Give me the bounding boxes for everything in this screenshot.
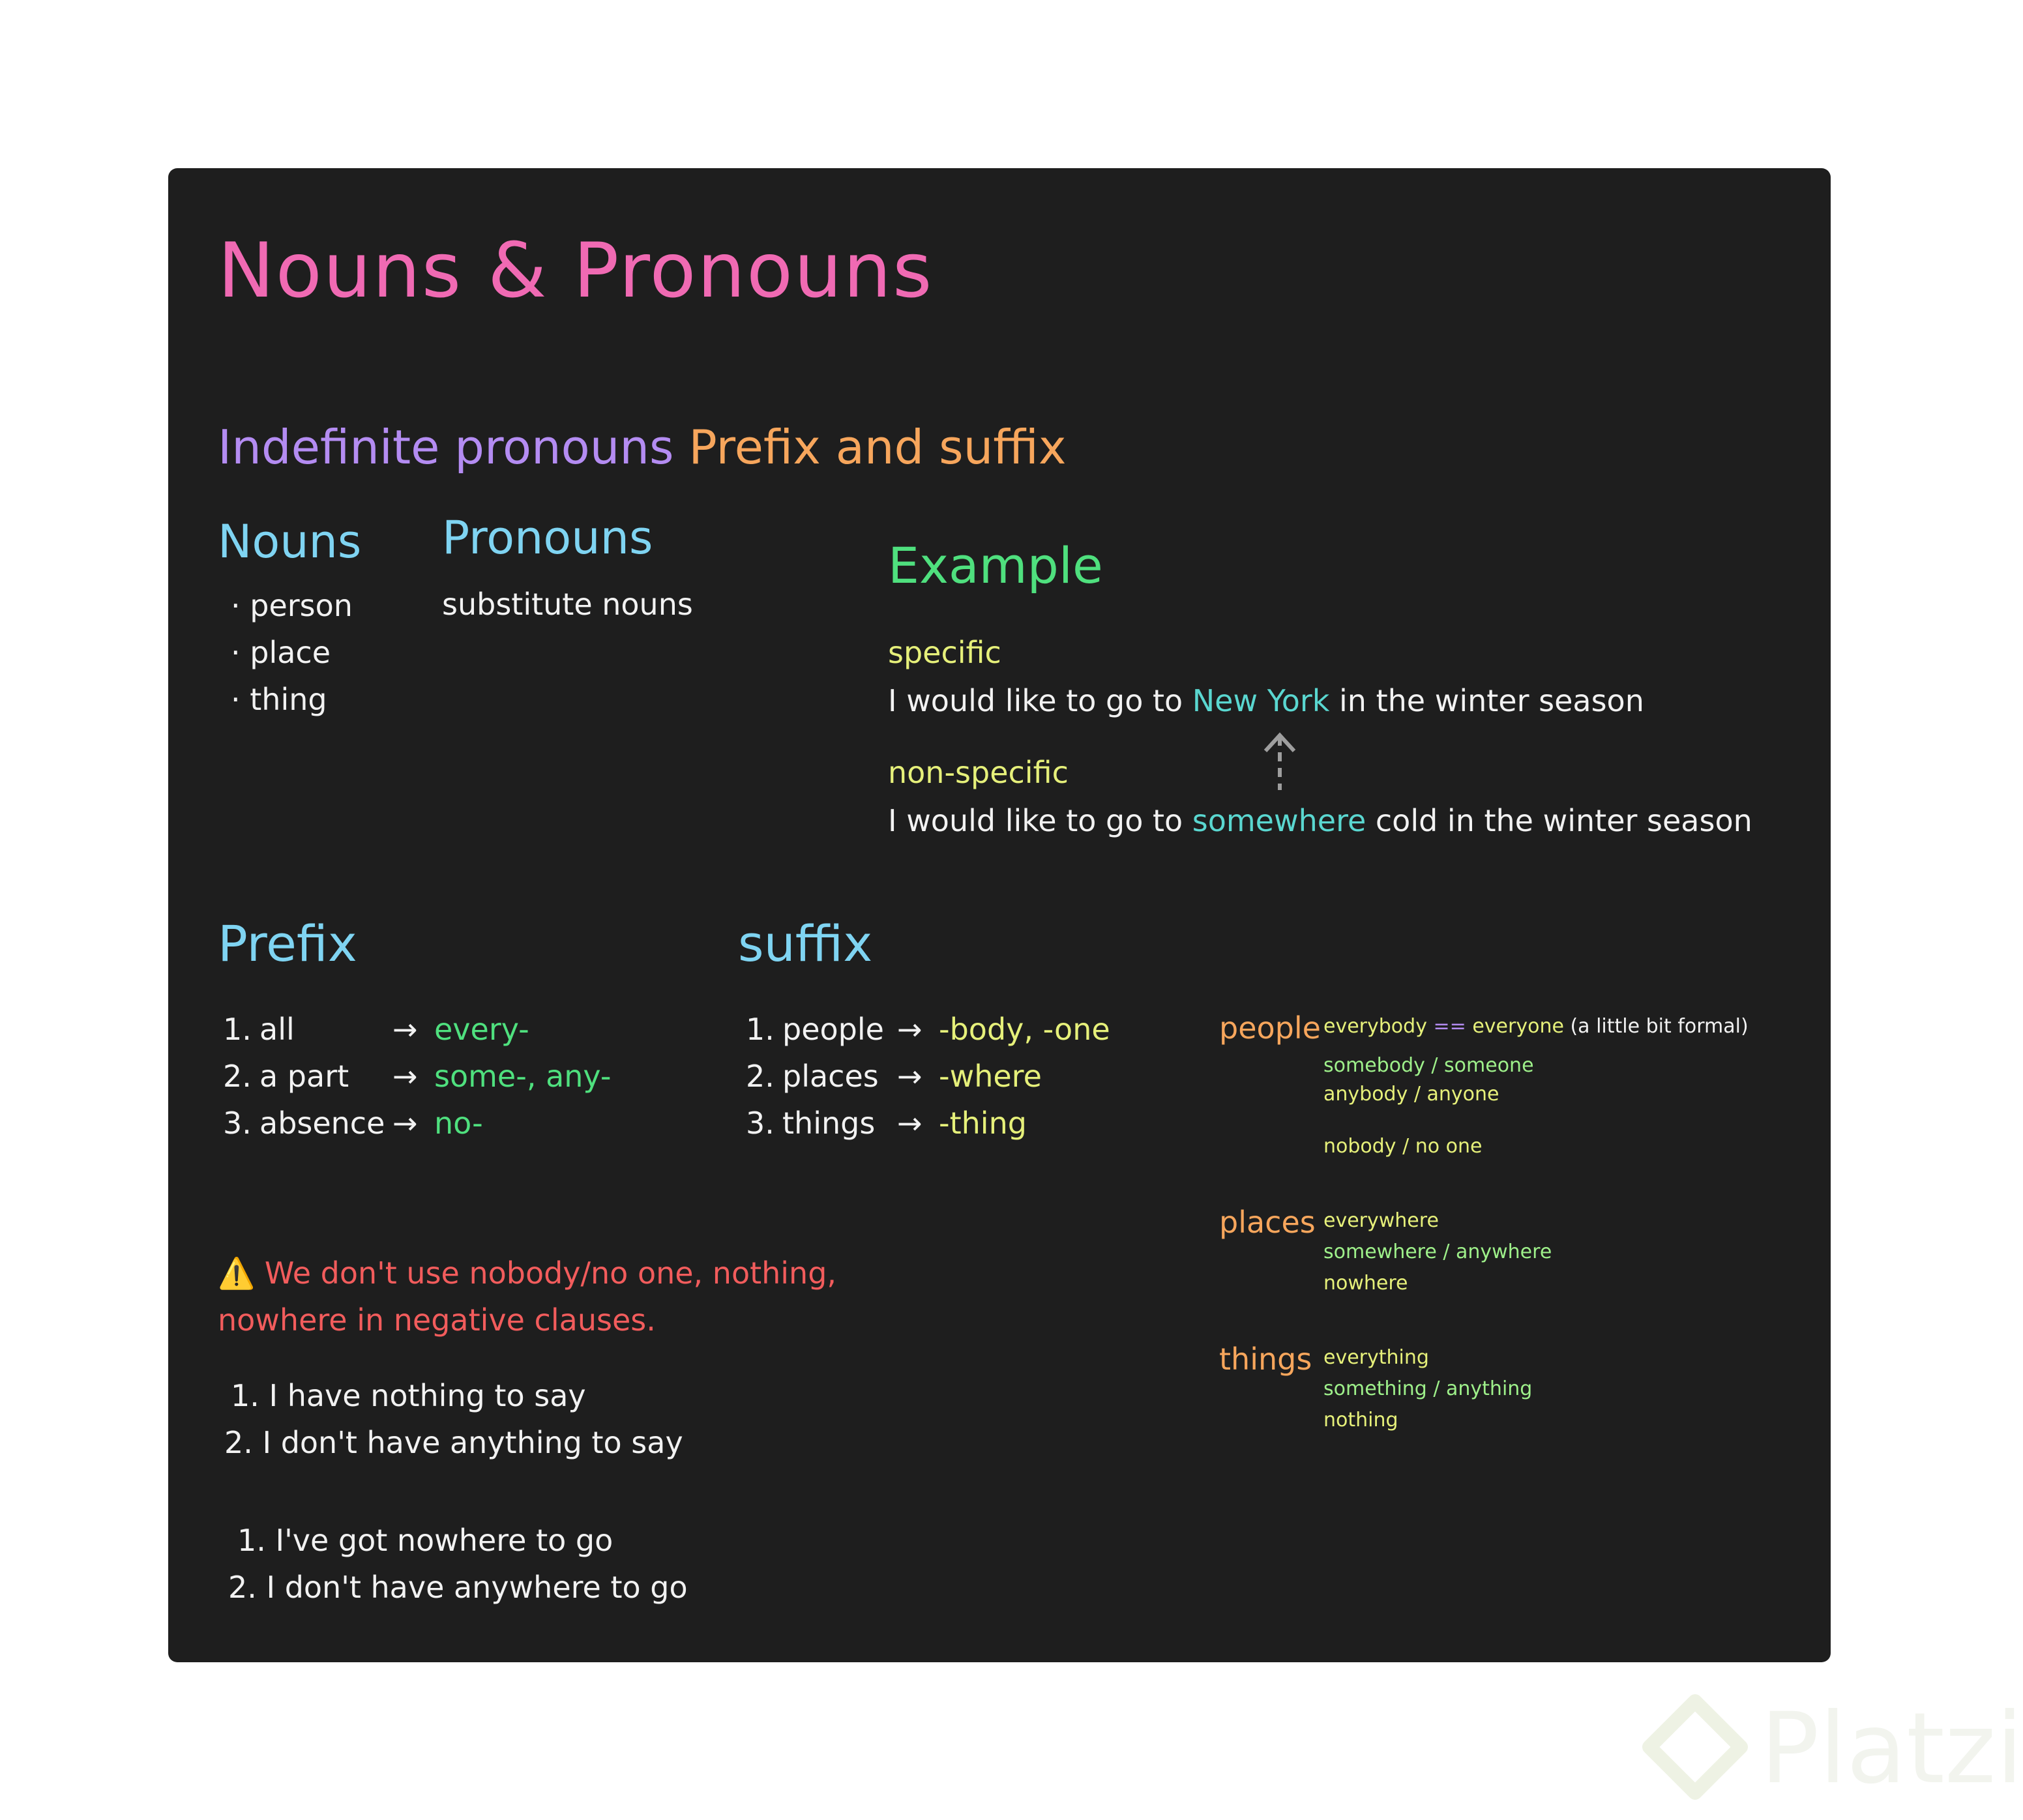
people-line1 xyxy=(1323,1017,1749,1036)
watermark-text: Platzi xyxy=(1760,1692,2023,1806)
warning-line1 xyxy=(218,1255,837,1291)
prefix-row-word: all xyxy=(259,1012,295,1047)
nouns-item: · thing xyxy=(231,682,327,717)
prefix-row-result: some-, any- xyxy=(434,1059,612,1094)
nouns-heading: Nouns xyxy=(218,515,362,568)
canvas-board xyxy=(168,168,1831,1662)
prefix-row-num: 1. xyxy=(223,1012,252,1047)
nonspecific-highlight: somewhere xyxy=(1192,803,1366,838)
warning-line2: nowhere in negative clauses. xyxy=(218,1302,656,1338)
nouns-item-text: person xyxy=(250,588,353,623)
subtitle-indefinite: Indefinite pronouns xyxy=(218,420,674,475)
suffix-row-result: -thing xyxy=(939,1106,1027,1141)
warning-text-1: We don't use nobody/no one, nothing, xyxy=(264,1255,837,1291)
platzi-logo-icon xyxy=(1643,1695,1747,1812)
specific-sentence-end: in the winter season xyxy=(1339,683,1644,718)
places-line2: somewhere / anywhere xyxy=(1323,1240,1552,1263)
pronouns-heading: Pronouns xyxy=(442,511,653,565)
suffix-row-word: people xyxy=(782,1012,884,1047)
suffix-row-result: -body, -one xyxy=(939,1012,1110,1047)
warning-icon: ⚠️ xyxy=(218,1255,256,1291)
prefix-row-word: a part xyxy=(259,1059,349,1094)
example-b-2: 2. I don't have anywhere to go xyxy=(228,1570,688,1605)
suffix-row-arrow: → xyxy=(897,1059,923,1094)
places-line1: everywhere xyxy=(1323,1209,1439,1232)
prefix-row-word: absence xyxy=(259,1106,385,1141)
nouns-item-text: place xyxy=(250,635,331,670)
nonspecific-label: non-specific xyxy=(888,755,1069,790)
people-everyone: everyone xyxy=(1472,1015,1564,1038)
arrow-up-icon xyxy=(1260,730,1299,794)
prefix-row-num: 3. xyxy=(223,1106,252,1141)
example-heading: Example xyxy=(888,536,1103,594)
example-a-1: 1. I have nothing to say xyxy=(231,1378,586,1413)
suffix-row-result: -where xyxy=(939,1059,1042,1094)
nonspecific-sentence-start: I would like to go to xyxy=(888,803,1183,838)
specific-highlight: New York xyxy=(1192,683,1330,718)
people-line4: nobody / no one xyxy=(1323,1135,1483,1158)
suffix-row-arrow: → xyxy=(897,1012,923,1047)
suffix-row xyxy=(746,1106,1027,1141)
people-label: people xyxy=(1219,1010,1321,1046)
prefix-row-result: no- xyxy=(434,1106,483,1141)
people-line3: anybody / anyone xyxy=(1323,1083,1499,1106)
people-note: (a little bit formal) xyxy=(1570,1015,1749,1038)
specific-label: specific xyxy=(888,635,1001,670)
prefix-row-arrow: → xyxy=(392,1059,418,1094)
suffix-row xyxy=(746,1012,1110,1047)
prefix-row xyxy=(223,1012,529,1047)
suffix-row-num: 3. xyxy=(746,1106,775,1141)
prefix-row-result: every- xyxy=(434,1012,529,1047)
specific-sentence xyxy=(888,683,1644,718)
subtitle-prefix-suffix: Prefix and suffix xyxy=(688,420,1067,475)
suffix-row xyxy=(746,1059,1042,1094)
prefix-row-arrow: → xyxy=(392,1012,418,1047)
suffix-row-arrow: → xyxy=(897,1106,923,1141)
things-line3: nothing xyxy=(1323,1409,1398,1431)
prefix-heading: Prefix xyxy=(218,915,357,973)
nonspecific-sentence xyxy=(888,803,1752,838)
suffix-row-word: places xyxy=(782,1059,879,1094)
places-line3: nowhere xyxy=(1323,1272,1408,1295)
example-b-1: 1. I've got nowhere to go xyxy=(237,1523,613,1558)
places-label: places xyxy=(1219,1205,1316,1240)
suffix-row-num: 1. xyxy=(746,1012,775,1047)
specific-sentence-start: I would like to go to xyxy=(888,683,1183,718)
things-label: things xyxy=(1219,1342,1312,1377)
nouns-item-text: thing xyxy=(250,682,327,717)
suffix-heading: suffix xyxy=(738,915,873,973)
things-line1: everything xyxy=(1323,1346,1429,1369)
prefix-row-num: 2. xyxy=(223,1059,252,1094)
people-everybody: everybody xyxy=(1323,1015,1427,1038)
suffix-row-word: things xyxy=(782,1106,876,1141)
prefix-row xyxy=(223,1106,483,1141)
things-line2: something / anything xyxy=(1323,1377,1533,1400)
nonspecific-sentence-end: cold in the winter season xyxy=(1375,803,1752,838)
subtitle xyxy=(218,420,1067,475)
nouns-item: · person xyxy=(231,588,353,623)
people-equals: == xyxy=(1433,1015,1466,1038)
people-line2: somebody / someone xyxy=(1323,1054,1534,1077)
example-a-2: 2. I don't have anything to say xyxy=(224,1425,683,1460)
prefix-row-arrow: → xyxy=(392,1106,418,1141)
prefix-row xyxy=(223,1059,612,1094)
pronouns-definition: substitute nouns xyxy=(442,587,693,622)
suffix-row-num: 2. xyxy=(746,1059,775,1094)
page-title: Nouns & Pronouns xyxy=(218,227,934,315)
nouns-item: · place xyxy=(231,635,331,670)
